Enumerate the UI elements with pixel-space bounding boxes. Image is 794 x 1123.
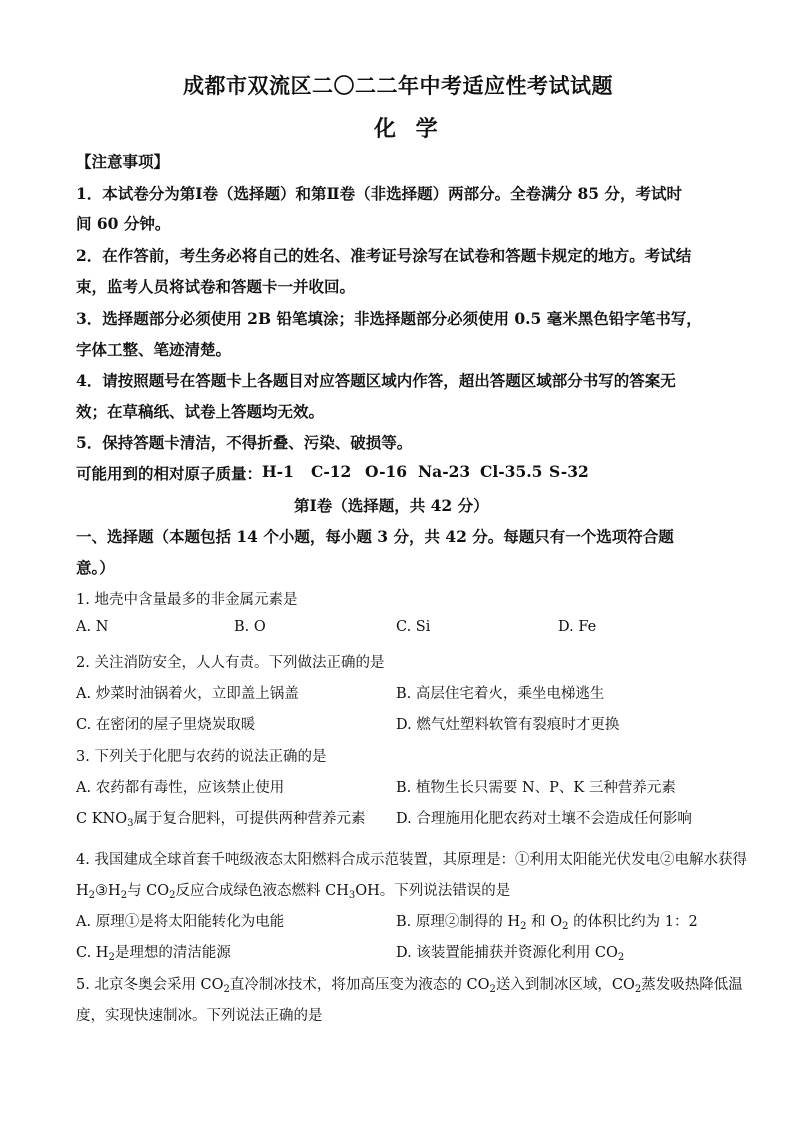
question-1-option-c: C. Si — [396, 619, 431, 635]
subject-title: 化 学 — [374, 116, 444, 142]
question-1-option-d: D. Fe — [558, 619, 597, 635]
atomic-mass-item: Na-23 — [418, 462, 471, 481]
question-2-option-b: B. 高层住宅着火，乘坐电梯逃生 — [396, 686, 605, 702]
question-1-stem: 1. 地壳中含量最多的非金属元素是 — [76, 592, 298, 608]
section-instructions: 一、选择题（本题包括 14 个小题，每小题 3 分，共 42 分。每题只有一个选项符合题 — [76, 527, 674, 546]
page-title: 成都市双流区二〇二二年中考适应性考试试题 — [183, 73, 613, 98]
question-3-option-d: D. 合理施用化肥农药对土壤不会造成任何影响 — [396, 811, 692, 827]
notice-line: 束，监考人员将试卷和答题卡一并收回。 — [76, 277, 356, 296]
notice-line: 效；在草稿纸、试卷上答题均无效。 — [76, 402, 325, 421]
question-2-option-a: A. 炒菜时油锅着火，立即盖上锅盖 — [76, 686, 299, 702]
question-2-stem: 2. 关注消防安全，人人有责。下列做法正确的是 — [76, 655, 385, 671]
question-2-option-d: D. 燃气灶塑料软管有裂痕时才更换 — [396, 717, 620, 733]
question-4-option-c: C. $H_2$是理想的清洁能源 — [76, 945, 231, 963]
atomic-mass-item: Cl-35.5 — [480, 462, 543, 481]
question-1-option-a: A. N — [76, 619, 109, 635]
atomic-mass-item: C-12 — [311, 462, 352, 481]
question-4-option-d: D. 该装置能捕获并资源化利用 $CO_2$ — [396, 945, 625, 963]
question-3-option-c: C $KNO_3$属于复合肥料，可提供两种营养元素 — [76, 811, 366, 829]
section-instructions: 意。） — [76, 558, 115, 577]
atomic-mass-item: O-16 — [365, 462, 408, 481]
atomic-mass-label: 可能用到的相对原子质量： — [76, 464, 263, 483]
notice-line: 字体工整、笔迹清楚。 — [76, 340, 232, 359]
notice-heading: 【注意事项】 — [76, 152, 170, 171]
question-4-stem-cont: $H_2③H_2$与 $CO_2$反应合成绿色液态燃料 $CH_3OH$。下列说法错误的是 — [76, 883, 511, 901]
question-3-option-b: B. 植物生长只需要 N、P、K 三种营养元素 — [396, 780, 676, 796]
question-2-option-c: C. 在密闭的屋子里烧炭取暖 — [76, 717, 256, 733]
part1-heading: 第Ⅰ卷（选择题，共 42 分） — [294, 496, 489, 515]
notice-line: 3．选择题部分必须使用 2B 铅笔填涂；非选择题部分必须使用 0.5 毫米黑色铅字笔书写， — [76, 309, 702, 328]
question-4-stem: 4. 我国建成全球首套千吨级液态太阳燃料合成示范装置，其原理是：①利用太阳能光伏发电②电解水获得 — [76, 852, 747, 868]
question-1-option-b: B. O — [234, 619, 266, 635]
atomic-mass-item: H-1 — [262, 462, 294, 481]
notice-line: 4．请按照题号在答题卡上各题目对应答题区域内作答，超出答题区域部分书写的答案无 — [76, 371, 676, 390]
question-3-stem: 3. 下列关于化肥与农药的说法正确的是 — [76, 749, 327, 765]
notice-line: 1．本试卷分为第Ⅰ卷（选择题）和第Ⅱ卷（非选择题）两部分。全卷满分 85 分，考试时 — [76, 184, 682, 203]
question-5-stem-cont: 度，实现快速制冰。下列说法正确的是 — [76, 1008, 323, 1024]
question-4-option-b: B. 原理②制得的 $H_2$ 和 $O_2$ 的体积比约为 1：2 — [396, 914, 698, 932]
question-4-option-a: A. 原理①是将太阳能转化为电能 — [76, 914, 285, 930]
notice-line: 间 60 分钟。 — [76, 214, 171, 233]
notice-line: 2．在作答前，考生务必将自己的姓名、准考证号涂写在试卷和答题卡规定的地方。考试结 — [76, 246, 692, 265]
question-3-option-a: A. 农药都有毒性，应该禁止使用 — [76, 780, 285, 796]
atomic-mass-item: S-32 — [549, 462, 589, 481]
question-5-stem: 5. 北京冬奥会采用 $CO_2$直冷制冰技术，将加高压变为液态的 $CO_2$送入到制冰区域，$CO_2$蒸发吸热降低温 — [76, 977, 743, 995]
notice-line: 5．保持答题卡清洁，不得折叠、污染、破损等。 — [76, 433, 413, 452]
